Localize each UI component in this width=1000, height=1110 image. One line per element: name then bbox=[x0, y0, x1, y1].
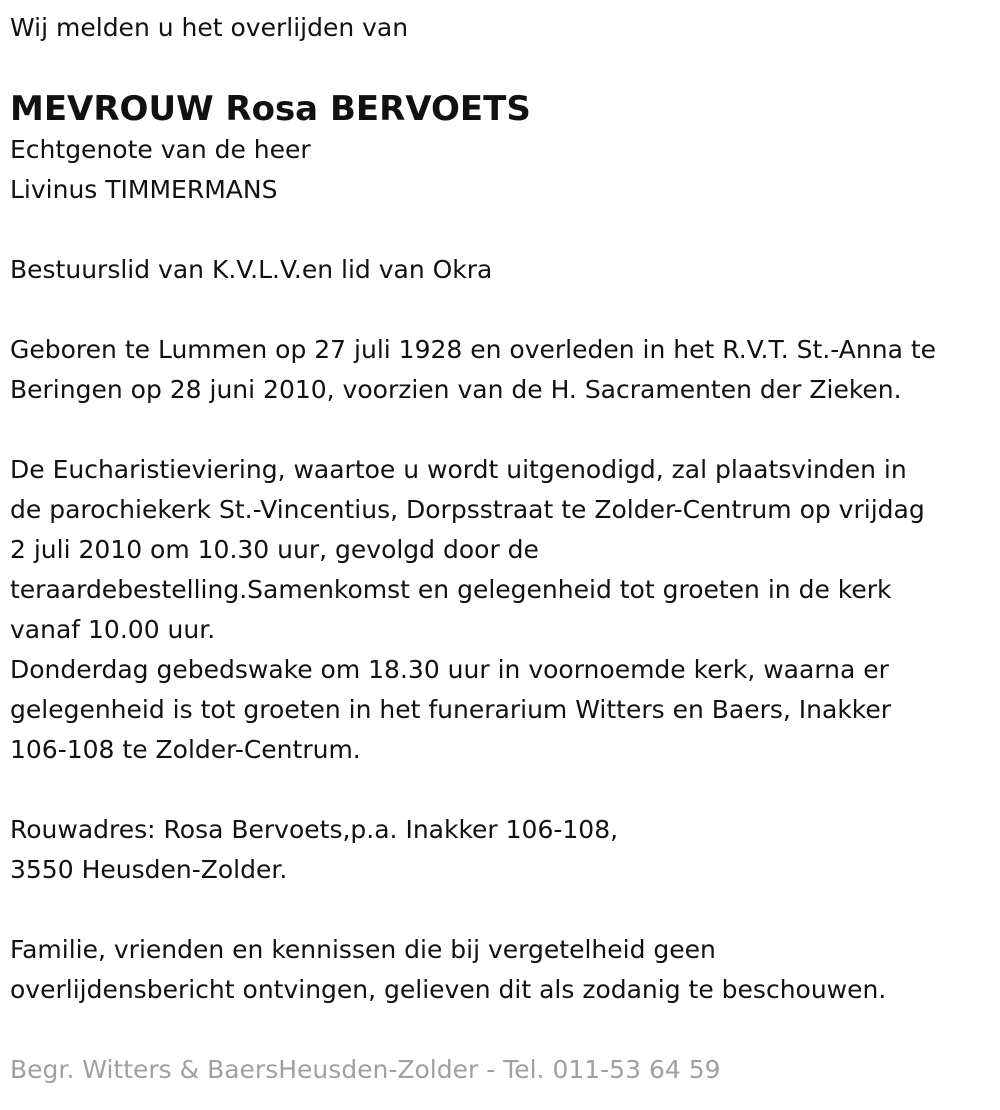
birth-death-line-2: Beringen op 28 juni 2010, voorzien van de H. Sacramenten der Zieken. bbox=[10, 375, 902, 404]
ceremony-line-4: teraardebestelling.Samenkomst en gelegenheid tot groeten in de kerk bbox=[10, 575, 892, 604]
ceremony-line-3: 2 juli 2010 om 10.30 uur, gevolgd door de bbox=[10, 535, 539, 564]
spacer bbox=[10, 1010, 990, 1050]
ceremony-line-7: gelegenheid is tot groeten in het funerarium Witters en Baers, Inakker bbox=[10, 695, 892, 724]
spouse-line-2: Livinus TIMMERMANS bbox=[10, 175, 278, 204]
spacer bbox=[10, 410, 990, 450]
closing-line-2: overlijdensbericht ontvingen, gelieven dit als zodanig te beschouwen. bbox=[10, 975, 887, 1004]
notice-intro: Wij melden u het overlijden van bbox=[10, 13, 409, 42]
ceremony-line-2: de parochiekerk St.-Vincentius, Dorpsstraat te Zolder-Centrum op vrijdag bbox=[10, 495, 925, 524]
spacer bbox=[10, 890, 990, 930]
deceased-name: MEVROUW Rosa BERVOETS bbox=[10, 89, 531, 129]
ceremony-line-5: vanaf 10.00 uur. bbox=[10, 615, 216, 644]
birth-death-line-1: Geboren te Lummen op 27 juli 1928 en overleden in het R.V.T. St.-Anna te bbox=[10, 335, 937, 364]
funeral-home-footer: Begr. Witters & BaersHeusden-Zolder - Tel. 011-53 64 59 bbox=[10, 1055, 721, 1084]
spacer bbox=[10, 290, 990, 330]
spacer bbox=[10, 210, 990, 250]
spacer bbox=[10, 770, 990, 810]
ceremony-line-1: De Eucharistieviering, waartoe u wordt uitgenodigd, zal plaatsvinden in bbox=[10, 455, 907, 484]
address-line-2: 3550 Heusden-Zolder. bbox=[10, 855, 288, 884]
address-line-1: Rouwadres: Rosa Bervoets,p.a. Inakker 106-108, bbox=[10, 815, 619, 844]
membership-line: Bestuurslid van K.V.L.V.en lid van Okra bbox=[10, 255, 493, 284]
ceremony-line-8: 106-108 te Zolder-Centrum. bbox=[10, 735, 361, 764]
spouse-line-1: Echtgenote van de heer bbox=[10, 135, 311, 164]
ceremony-line-6: Donderdag gebedswake om 18.30 uur in voornoemde kerk, waarna er bbox=[10, 655, 889, 684]
closing-line-1: Familie, vrienden en kennissen die bij vergetelheid geen bbox=[10, 935, 716, 964]
